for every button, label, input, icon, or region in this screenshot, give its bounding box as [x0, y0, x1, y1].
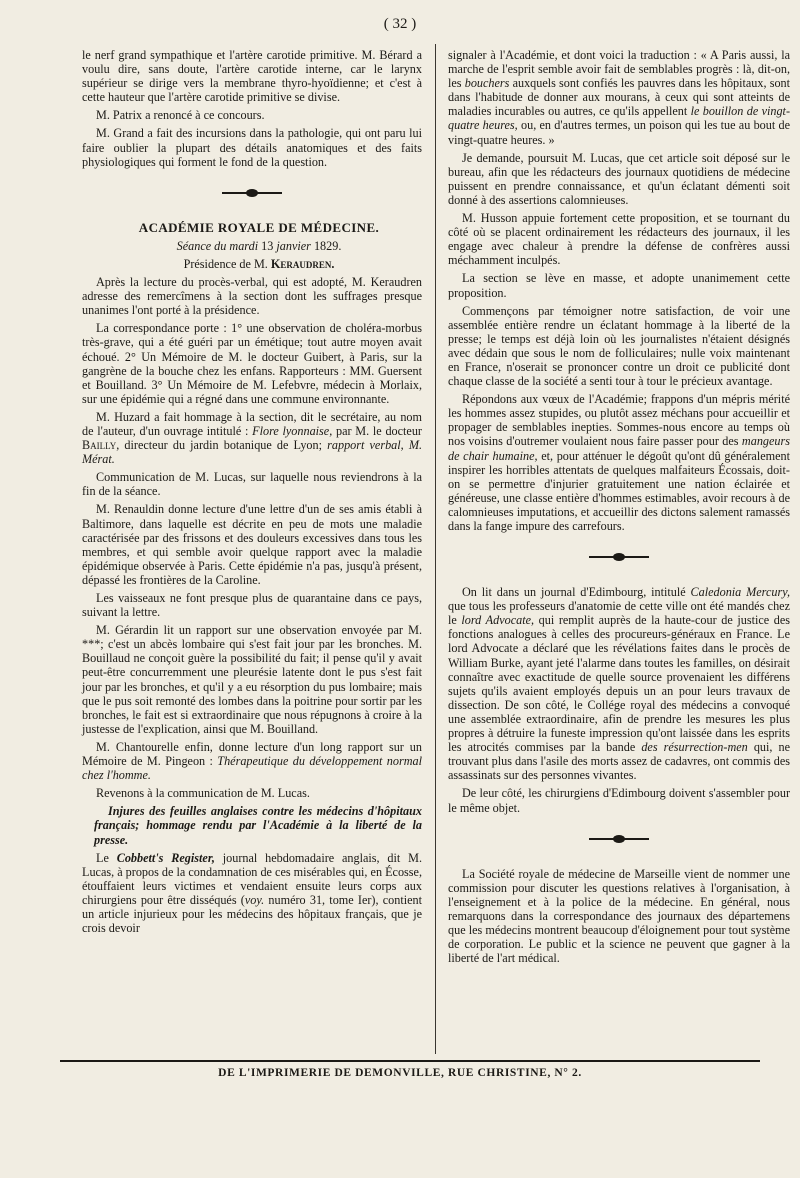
- paragraph: Commençons par témoigner notre satisfaction, de voir une assemblée entière rendre un éclatant hommage à la liberté de la presse; le temps est déjà loin où les journalistes n'étaient désignés avec dédain que sous le nom de folliculaires; nulle voix maintenant en France, n'oserait se prononcer contre un droit ce publicité dont chaque classe de la société a senti tour à tour le précieux avantage.: [448, 303, 790, 389]
- paragraph: Après la lecture du procès-verbal, qui est adopté, M. Keraudren adresse des remercîmens à la section dont les suffrages presque unanimes l'ont porté à la présidence.: [82, 275, 422, 318]
- ornament-divider: [222, 189, 282, 197]
- paragraph: On lit dans un journal d'Edimbourg, intitulé Caledonia Mercury, que tous les professeurs d'anatomie de cette ville ont été mandés chez le lord Advocate, qui remplit auprès de la haute-cour de justice des fonctions analogues à celles des procureurs-généraux en France. Le lord Advocate a déclaré que les révélations faites dans le procès de William Burke, ayant jeté l'alarme dans toutes les familles, on désirait connaître avec exactitude de quelle source provenaient les différens sujets qu'ils avaient employés depuis un an pour leurs travaux de dissection. De son côté, le Collége royal des médecins a convoqué une assemblée extraordinaire, afin de prendre les mesures les plus propres à détruire la funeste impression qu'ont laissée dans les esprits les atrocités commises par la bande des résurrection-men qui, ne trouvant plus dans l'asile des morts assez de cadavres, ont commis des assassinats sur des personnes vivantes.: [448, 585, 791, 783]
- section-heading: ACADÉMIE ROYALE DE MÉDECINE.: [138, 219, 380, 235]
- paragraph: M. Gérardin lit un rapport sur une observation envoyée par M. ***; c'est un abcès lombaire qui s'est fait jour par les bronches. M. Bouillaud ne conçoit guère la possibilité du fait; il pense qu'il y avait peut-être concurremment une pleurésie latente dont le pus s'est fait jour par les bronches, et qu'il y a eu résorption du pus lombaire; mais que le pus soit remonté des lombes dans la poitrine pour sortir par les bronches, le fait est si extraordinaire que nous répugnons à croire à la justesse de l'explication, ainsi que M. Bouilland.: [82, 623, 422, 736]
- paragraph: M. Grand a fait des incursions dans la pathologie, qui ont paru lui faire oublier la plupart des détails anatomiques et des faits physiologiques qui forment le fond de la question.: [82, 126, 422, 169]
- paragraph: Revenons à la communication de M. Lucas.: [96, 786, 310, 801]
- paragraph: Le Cobbett's Register, journal hebdomadaire anglais, dit M. Lucas, à propos de la condamnation de ces misérables qui, en Écosse, étouffaient leurs victimes et vendaient ensuite leurs corps aux chirurgiens pour être disséqués (voy. numéro 31, tome Ier), contient un article injurieux pour les médecins des hôpitaux français, que je crois devoir: [82, 850, 423, 936]
- paragraph: La Société royale de médecine de Marseille vient de nommer une commission pour discuter les questions relatives à l'organisation, à l'enseignement et à la police de la médecine. En général, nous remarquons dans la correspondance des journaux des départemens que les médecins montrent beaucoup d'éloignement pour tout système de corporation. Le public et la science ne peuvent que gagner à la liberté de l'art médical.: [448, 866, 790, 966]
- session-date: Séance du mardi 13 janvier 1829.: [176, 238, 342, 253]
- paragraph: le nerf grand sympathique et l'artère carotide primitive. M. Bérard a voulu dire, sans doute, l'artère carotide interne, car le larynx supérieur se dirige vers la membrane thyro-hyoïdienne; et c'est à cette hauteur que l'artère carotide primitive se divise.: [82, 48, 422, 105]
- page-number: ( 32 ): [383, 16, 417, 32]
- paragraph: La correspondance porte : 1° une observation de choléra-morbus très-grave, qui a été guéri par un émétique; tout autre moyen avait échoué. 2° Un Mémoire de M. le docteur Guibert, à Paris, sur la gangrène de la bouche chez les enfans. Rapporteurs : MM. Guersent et Bouilland. 3° Un Mémoire de M. Lefebvre, médecin à Morlaix, sur une épidémie qui a régné dans une commune environnante.: [82, 321, 422, 406]
- left-column: [82, 48, 422, 939]
- paragraph: M. Husson appuie fortement cette proposition, et se tournant du côté où se placent ordinairement les rédacteurs des journaux, il les engage avec chaleur à prendre la défense de confrères aussi méchamment inculpés.: [448, 211, 790, 268]
- paragraph: Répondons aux vœux de l'Académie; frappons d'un mépris mérité les hommes assez stupides, ou plutôt assez méchans pour accueillir et propager de semblables inepties. Sommes-nous encore au temps où nos voisins d'outremer voulaient nous faire passer pour des mangeurs de chair humaine, et, pour atténuer le dégoût qu'ont dû généralement inspirer les horribles attentats de quelques malfaiteurs Écossais, doit-on se permettre d'injurier gratuitement une nation éclairée et généreuse, une classe entière d'hommes estimables, avoir recours à de calomnieuses imputations, et accueillir des dictons salement ramassés dans la fange impure des carrefours.: [448, 392, 790, 533]
- right-column: [448, 48, 790, 969]
- printer-imprint: DE L'IMPRIMERIE DE DEMONVILLE, RUE CHRISTINE, N° 2.: [218, 1067, 582, 1079]
- paragraph: M. Chantourelle enfin, donne lecture d'un long rapport sur un Mémoire de M. Pingeon : Thérapeutique du développement normal chez l'homme.: [82, 739, 422, 783]
- paragraph: M. Huzard a fait hommage à la section, dit le secrétaire, au nom de l'auteur, d'un ouvrage intitulé : Flore lyonnaise, par M. le docteur Bailly, directeur du jardin botanique de Lyon; rapport verbal, M. Mérat.: [82, 409, 423, 467]
- paragraph: M. Patrix a renoncé à ce concours.: [96, 108, 265, 123]
- paragraph: Les vaisseaux ne font presque plus de quarantaine dans ce pays, suivant la lettre.: [82, 591, 422, 620]
- paragraph: signaler à l'Académie, et dont voici la traduction : « A Paris aussi, la marche de l'esprit semble avoir fait de semblables progrès : là, dit-on, les bouchers auxquels sont confiés les pauvres dans les hôpitaux, sont dans l'habitude de donner aux mourans, à ceux qui sont atteints de maladies incurables ou autres, ce qu'ils appellent le bouillon de vingt-quatre heures, ou, en d'autres termes, un poison qui les tue au bout de vingt-quatre heures. »: [448, 48, 791, 147]
- ornament-divider: [589, 553, 649, 561]
- section-title: Injures des feuilles anglaises contre les médecins d'hôpitaux français; hommage rendu par l'Académie à la liberté de la presse.: [94, 804, 422, 847]
- paragraph: De leur côté, les chirurgiens d'Edimbourg doivent s'assembler pour le même objet.: [448, 786, 790, 815]
- paragraph: Communication de M. Lucas, sur laquelle nous reviendrons à la fin de la séance.: [82, 470, 422, 499]
- column-divider: [435, 44, 436, 1054]
- footer-rule: [60, 1060, 760, 1062]
- paragraph: Je demande, poursuit M. Lucas, que cet article soit déposé sur le bureau, afin que les rédacteurs des journaux quotidiens de médecine puissent en prendre connaissance, et qu'un éclatant démenti soit donné à des assertions calomnieuses.: [448, 150, 790, 207]
- presidency-line: Présidence de M. Keraudren.: [183, 256, 335, 271]
- ornament-divider: [589, 835, 649, 843]
- paragraph: M. Renauldin donne lecture d'une lettre d'un de ses amis établi à Baltimore, dans laquelle est décrite en peu de mots une maladie caractérisée par des frissons et des douleurs excessives dans tous les membres, et qui semble avoir quelque rapport avec la maladie épidémique observée à Paris. Cette épidémie n'a pas, jusqu'à présent, dépassé les frontières de la Caroline.: [82, 502, 422, 587]
- paragraph: La section se lève en masse, et adopte unanimement cette proposition.: [448, 271, 790, 300]
